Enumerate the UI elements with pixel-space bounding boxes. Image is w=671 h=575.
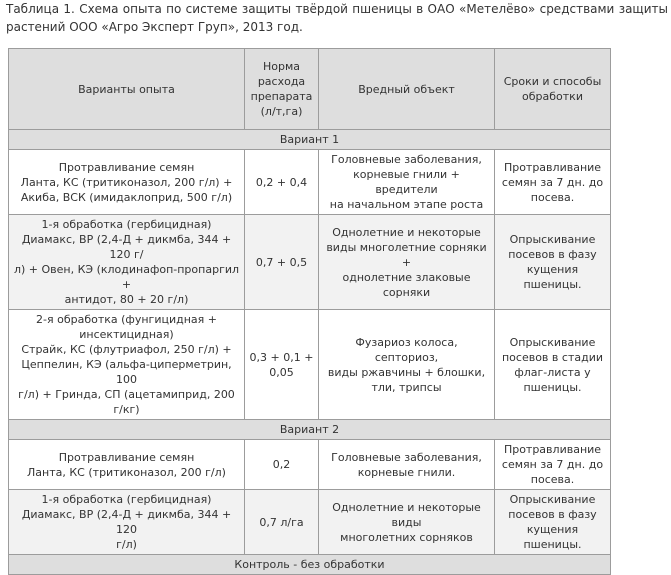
control-label: Контроль - без обработки xyxy=(9,555,611,575)
cell-text-line: виды многолетние сорняки + xyxy=(326,240,487,269)
cell-text-line: Протравливание семян xyxy=(58,450,195,464)
cell-timing xyxy=(495,440,611,490)
cell-text-line: Протравливание xyxy=(503,160,602,174)
cell-variant xyxy=(9,440,245,490)
cell-text-line: Диамакс, ВР (2,4-Д + дикмба, 344 + 120 xyxy=(21,508,232,536)
cell-text-line: многолетних сорняков xyxy=(340,530,473,544)
cell-text-line: Ланта, КС (тритиконазол, 200 г/л) xyxy=(27,465,226,479)
cell-target xyxy=(319,490,495,555)
cell-rate xyxy=(245,440,319,490)
cell-text-line: Ланта, КС (тритиконазол, 200 г/л) + xyxy=(20,175,233,189)
cell-variant xyxy=(9,150,245,215)
header-rate: Норма расхода препарата (л/т,га) xyxy=(245,49,319,130)
cell-target xyxy=(319,440,495,490)
cell-target xyxy=(319,215,495,310)
cell-rate xyxy=(245,215,319,310)
cell-text-line: виды ржавчины + блошки, xyxy=(327,365,486,379)
header-timing: Сроки и способы обработки xyxy=(495,49,611,130)
cell-target xyxy=(319,310,495,420)
table-row xyxy=(9,310,611,420)
cell-text-line: Опрыскивание xyxy=(509,493,596,506)
cell-text-line: корневые гнили + вредители xyxy=(353,168,460,196)
cell-text-line: семян за 7 дн. до xyxy=(501,458,604,471)
cell-text-line: антидот, 80 + 20 г/л) xyxy=(64,293,189,306)
cell-timing xyxy=(495,490,611,555)
section-row xyxy=(9,130,611,150)
cell-variant xyxy=(9,215,245,310)
cell-variant xyxy=(9,490,245,555)
cell-text-line: корневые гнили. xyxy=(357,465,456,479)
cell-text-line: посевов в фазу xyxy=(508,248,597,261)
section-row xyxy=(9,420,611,440)
cell-text-line: Однолетние и некоторые виды xyxy=(332,500,481,529)
section-label: Вариант 1 xyxy=(9,130,611,150)
experiment-table xyxy=(8,48,611,575)
table-caption: Таблица 1. Схема опыта по системе защиты твёрдой пшеницы в ОАО «Метелёво» средствами защиты растений ООО «Агро Эксперт Груп», 2013 год. xyxy=(6,2,668,34)
cell-text-line: Фузариоз колоса, септориоз, xyxy=(355,335,458,364)
cell-text-line: г/л) + Гринда, СП (ацетамиприд, 200 г/кг) xyxy=(18,388,235,416)
table-row xyxy=(9,440,611,490)
cell-text-line: 0,3 + 0,1 + xyxy=(249,350,314,364)
table-row xyxy=(9,215,611,310)
cell-text-line: Протравливание семян xyxy=(58,160,195,174)
cell-target xyxy=(319,150,495,215)
section-label: Вариант 2 xyxy=(9,420,611,440)
cell-timing xyxy=(495,215,611,310)
cell-text-line: 1-я обработка (гербицидная) xyxy=(41,493,212,506)
cell-text-line: семян за 7 дн. до xyxy=(501,175,604,189)
cell-text-line: 0,7 л/га xyxy=(259,515,304,529)
cell-text-line: тли, трипсы xyxy=(371,380,442,394)
header-row xyxy=(9,49,611,130)
cell-text-line: посева. xyxy=(530,190,575,204)
cell-timing xyxy=(495,310,611,420)
cell-text-line: посевов в фазу xyxy=(508,508,597,521)
cell-text-line: посевов в стадии xyxy=(501,350,603,364)
cell-text-line: г/л) xyxy=(116,538,137,551)
cell-text-line: Головневые заболевания, xyxy=(331,450,482,464)
cell-rate xyxy=(245,310,319,420)
cell-text-line: Опрыскивание xyxy=(509,233,596,246)
cell-text-line: кущения пшеницы. xyxy=(523,523,582,551)
cell-variant xyxy=(9,310,245,420)
footer-row xyxy=(9,555,611,575)
cell-text-line: 2-я обработка (фунгицидная + xyxy=(36,313,217,326)
cell-text-line: однолетние злаковые сорняки xyxy=(342,270,471,299)
cell-text-line: Протравливание xyxy=(503,443,602,456)
cell-text-line: Страйк, КС (флутриафол, 250 г/л) + xyxy=(21,343,232,356)
cell-text-line: Головневые заболевания, xyxy=(331,153,482,166)
cell-text-line: пшеницы. xyxy=(523,380,582,394)
experiment-table-container xyxy=(8,48,610,575)
cell-text-line: Цеппелин, КЭ (альфа-циперметрин, 100 xyxy=(21,358,232,386)
cell-text-line: флаг-листа у xyxy=(514,365,591,379)
cell-timing xyxy=(495,150,611,215)
cell-text-line: Однолетние и некоторые xyxy=(332,225,481,239)
header-variants: Варианты опыта xyxy=(9,49,245,130)
cell-text-line: инсектицидная) xyxy=(79,328,174,341)
cell-text-line: 1-я обработка (гербицидная) xyxy=(41,218,212,231)
cell-text-line: кущения пшеницы. xyxy=(523,263,582,291)
table-row xyxy=(9,150,611,215)
table-row xyxy=(9,490,611,555)
cell-text-line: Диамакс, ВР (2,4-Д + дикмба, 344 + 120 г/ xyxy=(21,233,232,261)
cell-text-line: л) + Овен, КЭ (клодинафоп-пропаргил + xyxy=(13,263,240,291)
cell-rate xyxy=(245,490,319,555)
cell-text-line: Акиба, ВСК (имидаклоприд, 500 г/л) xyxy=(20,190,233,204)
cell-text-line: 0,7 + 0,5 xyxy=(255,255,308,269)
cell-text-line: Опрыскивание xyxy=(509,335,596,349)
cell-text-line: на начальном этапе роста xyxy=(329,198,484,211)
header-target: Вредный объект xyxy=(319,49,495,130)
cell-text-line: посева. xyxy=(530,473,575,486)
cell-text-line: 0,2 + 0,4 xyxy=(255,175,308,189)
cell-text-line: 0,05 xyxy=(269,365,294,379)
cell-rate xyxy=(245,150,319,215)
cell-text-line: 0,2 xyxy=(272,458,291,471)
